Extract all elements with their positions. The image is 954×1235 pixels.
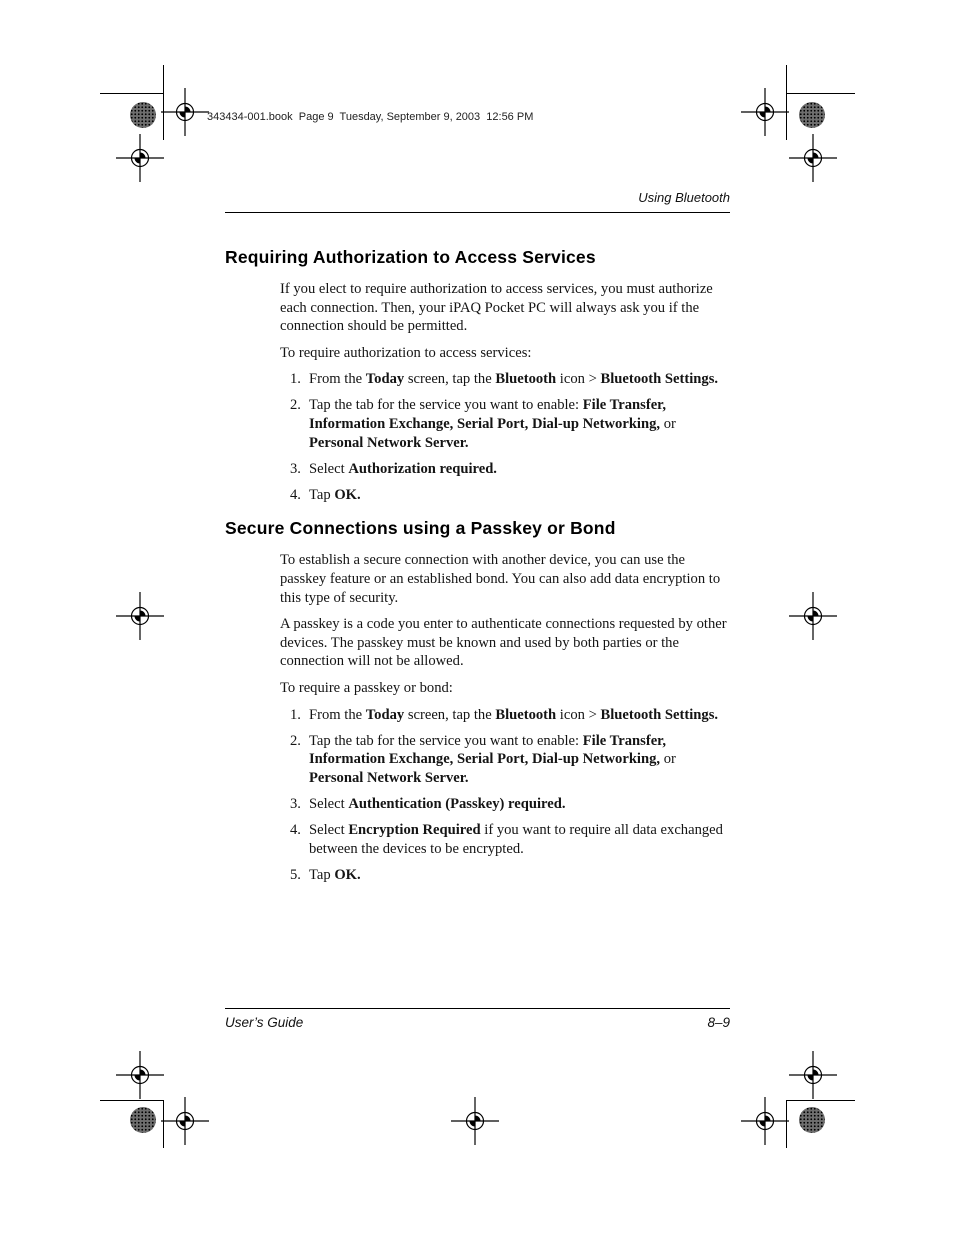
bold-text: Authentication (Passkey) required. — [348, 795, 566, 812]
print-info-line: 343434-001.book Page 9 Tuesday, September 9, 2003 12:56 PM — [207, 111, 534, 123]
list-number: 2. — [290, 397, 301, 414]
bold-text: Encryption Required — [348, 822, 481, 839]
list-item-text — [309, 486, 730, 505]
list-number: 4. — [290, 486, 301, 503]
list-item — [290, 370, 730, 389]
bold-text: Personal Network Server. — [309, 434, 469, 451]
crop-mark-line — [163, 1100, 164, 1148]
list-item — [290, 866, 730, 885]
list-number: 5. — [290, 866, 301, 883]
section-heading: Secure Connections using a Passkey or Bond — [225, 518, 616, 539]
text: Select — [309, 795, 349, 812]
paragraph: A passkey is a code you enter to authenticate connections requested by other devices. The passkey must be known and used by both parties or the connection will not be allowed. — [280, 616, 727, 670]
list-item — [290, 396, 730, 452]
list-item — [290, 821, 730, 858]
paragraph: To require authorization to access services: — [280, 344, 532, 361]
bold-text: Bluetooth — [495, 371, 557, 388]
list-number: 2. — [290, 732, 301, 749]
crop-mark-line — [786, 93, 855, 94]
bold-text: Bluetooth Settings. — [600, 706, 719, 723]
crop-mark-line — [100, 1100, 163, 1101]
list-number: 3. — [290, 460, 301, 477]
bold-text: File Transfer, Information Exchange, Serial Port, Dial-up Networking, — [309, 732, 666, 768]
bold-text: OK. — [334, 486, 361, 503]
list-item — [290, 486, 730, 505]
crop-mark-line — [786, 65, 787, 140]
bold-text: Today — [365, 706, 405, 723]
text: Tap — [309, 866, 335, 883]
crop-mark-line — [786, 1100, 787, 1148]
paragraph: To establish a secure connection with another device, you can use the passkey feature or an established bond. You can also add data encryption to this type of security. — [280, 552, 721, 606]
text: Tap the tab for the service you want to enable: — [309, 732, 583, 749]
running-header — [225, 190, 730, 213]
bold-text: Today — [365, 371, 405, 388]
text: screen, tap the — [404, 371, 496, 388]
text: Tap the tab for the service you want to enable: — [309, 397, 583, 414]
list-number: 3. — [290, 795, 301, 812]
list-item-text — [309, 370, 730, 389]
page-content — [225, 190, 730, 892]
list-item-text — [309, 732, 730, 788]
text: From the — [309, 371, 366, 388]
list-item-text — [309, 396, 730, 452]
list-item — [290, 732, 730, 788]
list-number: 1. — [290, 371, 301, 388]
registration-mark-icon — [789, 1051, 837, 1099]
list-item — [290, 795, 730, 814]
bold-text: Personal Network Server. — [309, 769, 469, 786]
list-item-text — [309, 821, 730, 858]
list-item-text — [309, 706, 730, 725]
paragraph: If you elect to require authorization to access services, you must authorize each connection. Then, your iPAQ Pocket PC will always ask you if the connection should be permitted. — [280, 281, 713, 335]
registration-mark-icon — [741, 1097, 789, 1145]
bold-text: Bluetooth Settings. — [600, 371, 719, 388]
text: if you want to require all data exchanged between the devices to be encrypted. — [309, 822, 723, 857]
registration-mark-icon — [789, 134, 837, 182]
registration-mark-icon — [451, 1097, 499, 1145]
bold-text: OK. — [334, 866, 361, 883]
document-section — [225, 247, 730, 504]
text: or — [660, 416, 676, 433]
registration-mark-icon — [116, 1051, 164, 1099]
registration-mark-icon — [161, 1097, 209, 1145]
halftone-dot-icon — [130, 102, 156, 128]
text: or — [660, 751, 676, 768]
registration-mark-icon — [116, 592, 164, 640]
list-item — [290, 706, 730, 725]
text: Select — [309, 822, 349, 839]
halftone-dot-icon — [799, 1107, 825, 1133]
document-section — [225, 518, 730, 884]
page-footer — [225, 1008, 730, 1030]
bold-text: Authorization required. — [348, 460, 497, 477]
running-header-title: Using Bluetooth — [638, 190, 730, 205]
registration-mark-icon — [789, 592, 837, 640]
footer-book-title: User’s Guide — [225, 1015, 304, 1030]
list-item — [290, 460, 730, 479]
registration-mark-icon — [161, 88, 209, 136]
bold-text: Bluetooth — [495, 706, 557, 723]
halftone-dot-icon — [130, 1107, 156, 1133]
text: From the — [309, 706, 366, 723]
bold-text: File Transfer, Information Exchange, Serial Port, Dial-up Networking, — [309, 397, 666, 433]
list-item-text — [309, 866, 730, 885]
list-item-text — [309, 460, 730, 479]
list-number: 4. — [290, 822, 301, 839]
list-number: 1. — [290, 706, 301, 723]
numbered-list — [290, 706, 730, 885]
list-item-text — [309, 795, 730, 814]
registration-mark-icon — [741, 88, 789, 136]
text: icon > — [556, 706, 601, 723]
text: screen, tap the — [404, 706, 496, 723]
section-heading: Requiring Authorization to Access Services — [225, 247, 596, 267]
text: Tap — [309, 486, 335, 503]
footer-page-number: 8–9 — [707, 1015, 730, 1030]
crop-mark-line — [786, 1100, 855, 1101]
crop-mark-line — [100, 93, 163, 94]
crop-mark-line — [163, 65, 164, 140]
text: icon > — [556, 371, 601, 388]
sections — [225, 247, 730, 884]
numbered-list — [290, 370, 730, 504]
halftone-dot-icon — [799, 102, 825, 128]
registration-mark-icon — [116, 134, 164, 182]
paragraph: To require a passkey or bond: — [280, 680, 453, 696]
text: Select — [309, 460, 349, 477]
